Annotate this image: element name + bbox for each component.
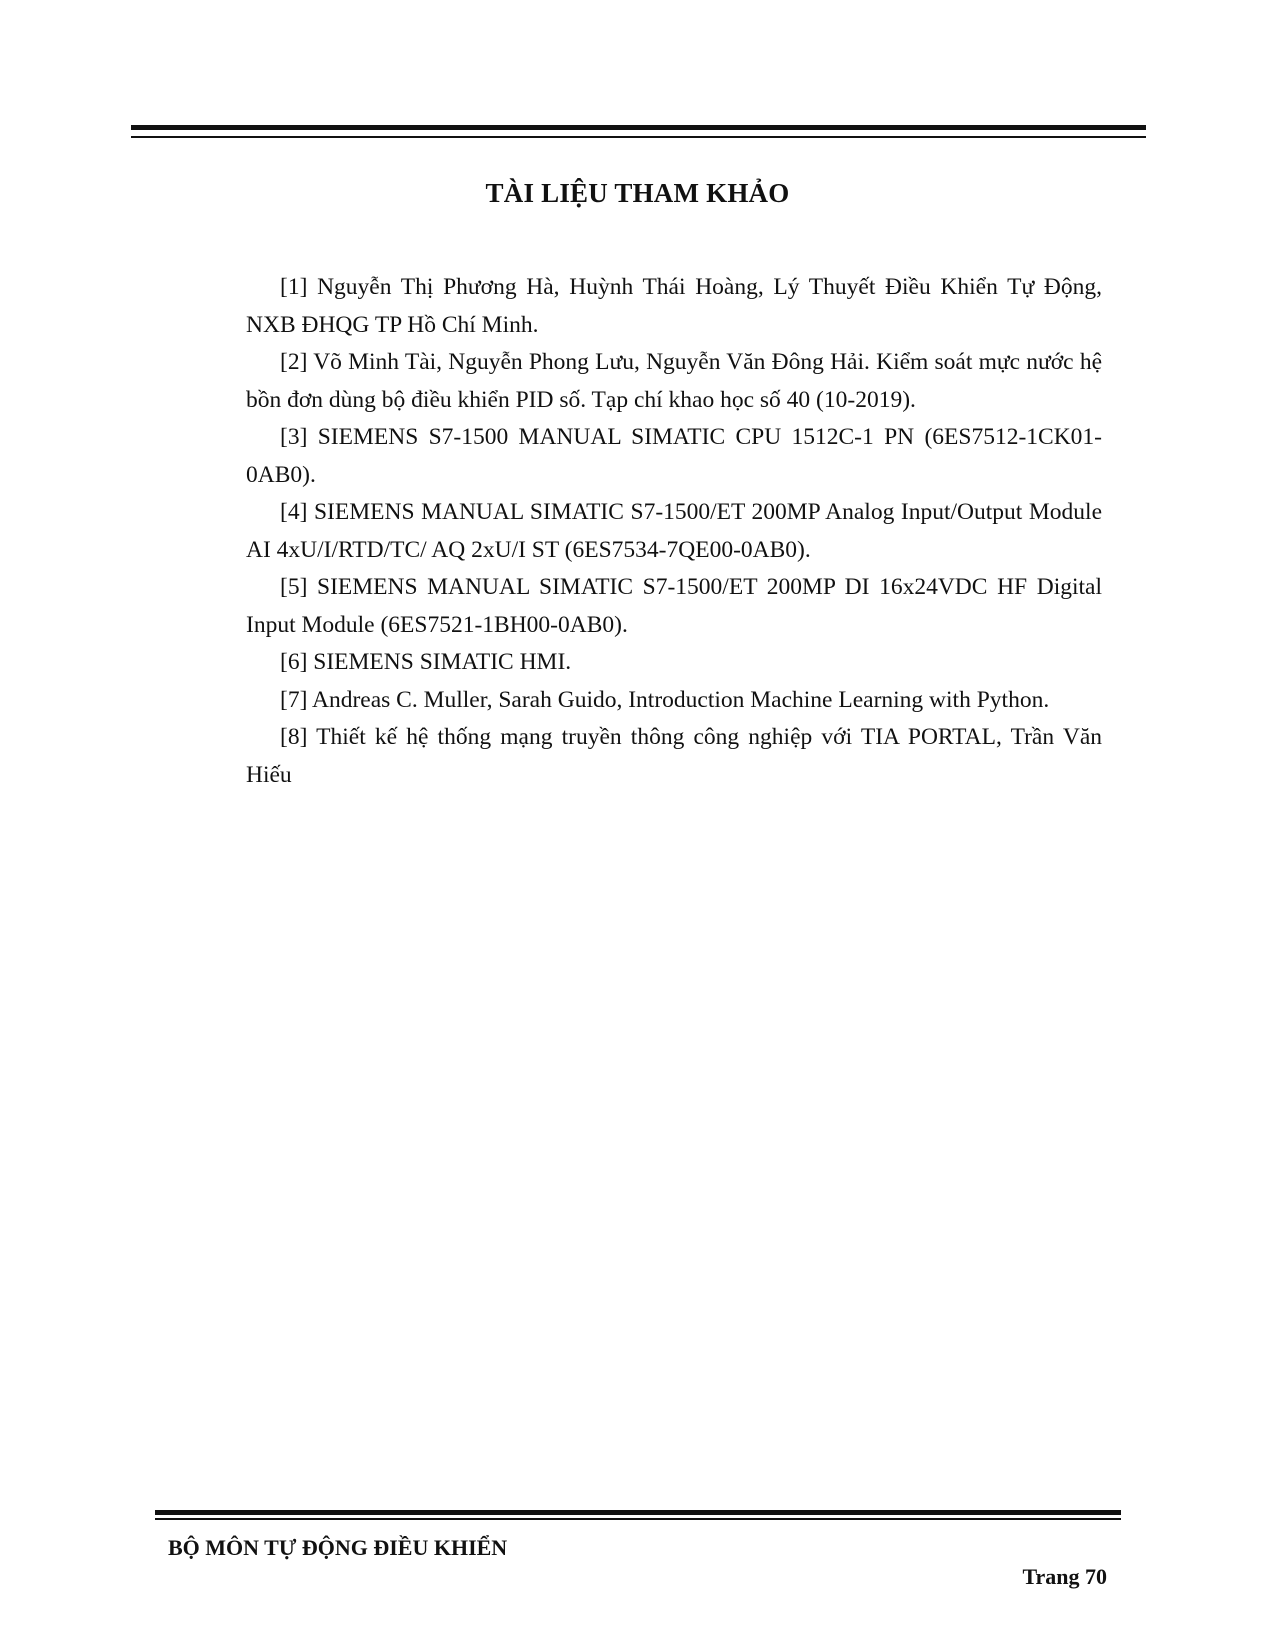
reference-item: [4] SIEMENS MANUAL SIMATIC S7-1500/ET 200MP Analog Input/Output Module AI 4xU/I/RTD/TC/ AQ 2xU/I ST (6ES7534-7QE00-0AB0). xyxy=(246,499,1102,563)
reference-item: [8] Thiết kế hệ thống mạng truyền thông công nghiệp với TIA PORTAL, Trần Văn Hiếu xyxy=(246,724,1102,788)
reference-item: [1] Nguyễn Thị Phương Hà, Huỳnh Thái Hoàng, Lý Thuyết Điều Khiển Tự Động, NXB ĐHQG TP Hồ Chí Minh. xyxy=(246,274,1102,338)
page-number: Trang 70 xyxy=(1022,1564,1107,1589)
page-title: TÀI LIỆU THAM KHẢO xyxy=(485,178,790,208)
reference-item: [3] SIEMENS S7-1500 MANUAL SIMATIC CPU 1512C-1 PN (6ES7512-1CK01-0AB0). xyxy=(246,424,1102,488)
reference-item: [6] SIEMENS SIMATIC HMI. xyxy=(280,649,572,675)
footer-department: BỘ MÔN TỰ ĐỘNG ĐIỀU KHIỂN xyxy=(168,1535,508,1560)
reference-list xyxy=(246,269,1102,794)
reference-item: [5] SIEMENS MANUAL SIMATIC S7-1500/ET 200MP DI 16x24VDC HF Digital Input Module (6ES7521-1BH00-0AB0). xyxy=(246,574,1102,638)
footer-rule xyxy=(155,1510,1121,1520)
reference-item: [2] Võ Minh Tài, Nguyễn Phong Lưu, Nguyễn Văn Đông Hải. Kiểm soát mực nước hệ bồn đơn dùng bộ điều khiển PID số. Tạp chí khao học số 40 (10-2019). xyxy=(246,349,1102,413)
reference-item: [7] Andreas C. Muller, Sarah Guido, Introduction Machine Learning with Python. xyxy=(280,686,1050,713)
header-rule xyxy=(131,125,1146,138)
